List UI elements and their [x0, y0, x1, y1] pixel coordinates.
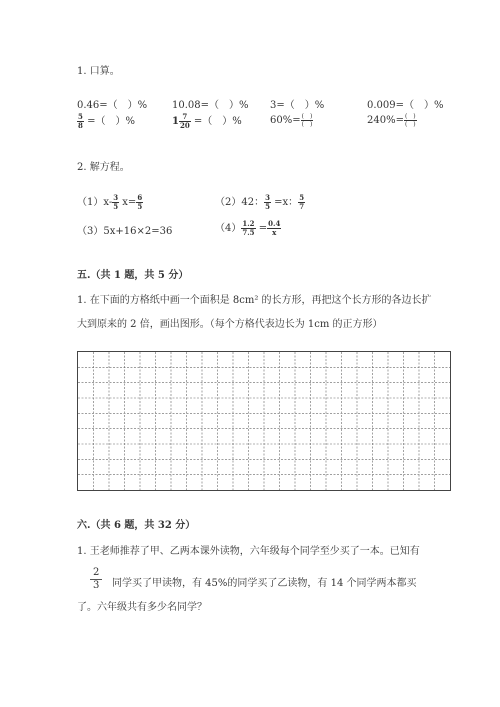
oral-calc-7: 60%= $\frac{( )}{( )}$: [270, 113, 313, 128]
grid-paper[interactable]: [77, 351, 451, 491]
oral-calc-5: $\frac{5}{8}$ =（ ）%: [78, 112, 135, 130]
grid-lines: [78, 352, 450, 490]
oral-calc-3: 3=（ ）%: [270, 100, 325, 111]
equation-1: （1）x- $\frac{3}{5}$ x= $\frac{6}{5}$: [77, 193, 143, 211]
equation-3: （3）5x+16×2=36: [77, 226, 173, 237]
section-6-text-line1: 1. 王老师推荐了甲、乙两本课外读物，六年级每个同学至少买了一本。已知有: [77, 546, 420, 557]
oral-calc-1: 0.46=（ ）%: [77, 100, 148, 111]
equation-4: （4） $\frac{1.2}{7.5}$ = $\frac{0.4}{x}$: [215, 219, 281, 237]
oral-calc-2: 10.08=（ ）%: [172, 100, 249, 111]
oral-calc-4: 0.009=（ ）%: [367, 100, 444, 111]
q1-heading: 1. 口算。: [77, 66, 120, 77]
section-5-text-line2: 大到原来的 2 倍，画出图形。（每个方格代表边长为 1cm 的正方形）: [77, 319, 383, 330]
section-5-text-line1: 1. 在下面的方格纸中画一个面积是 8cm² 的长方形，再把这个长方形的各边长扩: [77, 295, 432, 306]
section-5-heading: 五.（共 1 题，共 5 分）: [77, 270, 189, 281]
section-6-text-line2: 同学买了甲读物，有 45%的同学买了乙读物，有 14 个同学两本都买: [112, 578, 417, 589]
q2-heading: 2. 解方程。: [77, 162, 130, 173]
section-6-fraction: $\frac{2}{3}$: [90, 567, 102, 592]
equation-2: （2）42： $\frac{3}{5}$ =x： $\frac{5}{7}$: [215, 193, 305, 211]
oral-calc-6: 1 $\frac{7}{20}$ =（ ）%: [172, 112, 242, 130]
section-6-heading: 六.（共 6 题，共 32 分）: [77, 520, 196, 531]
section-6-text-line3: 了。六年级共有多少名同学？: [77, 602, 207, 613]
oral-calc-8: 240%= $\frac{( )}{( )}$: [367, 113, 416, 128]
